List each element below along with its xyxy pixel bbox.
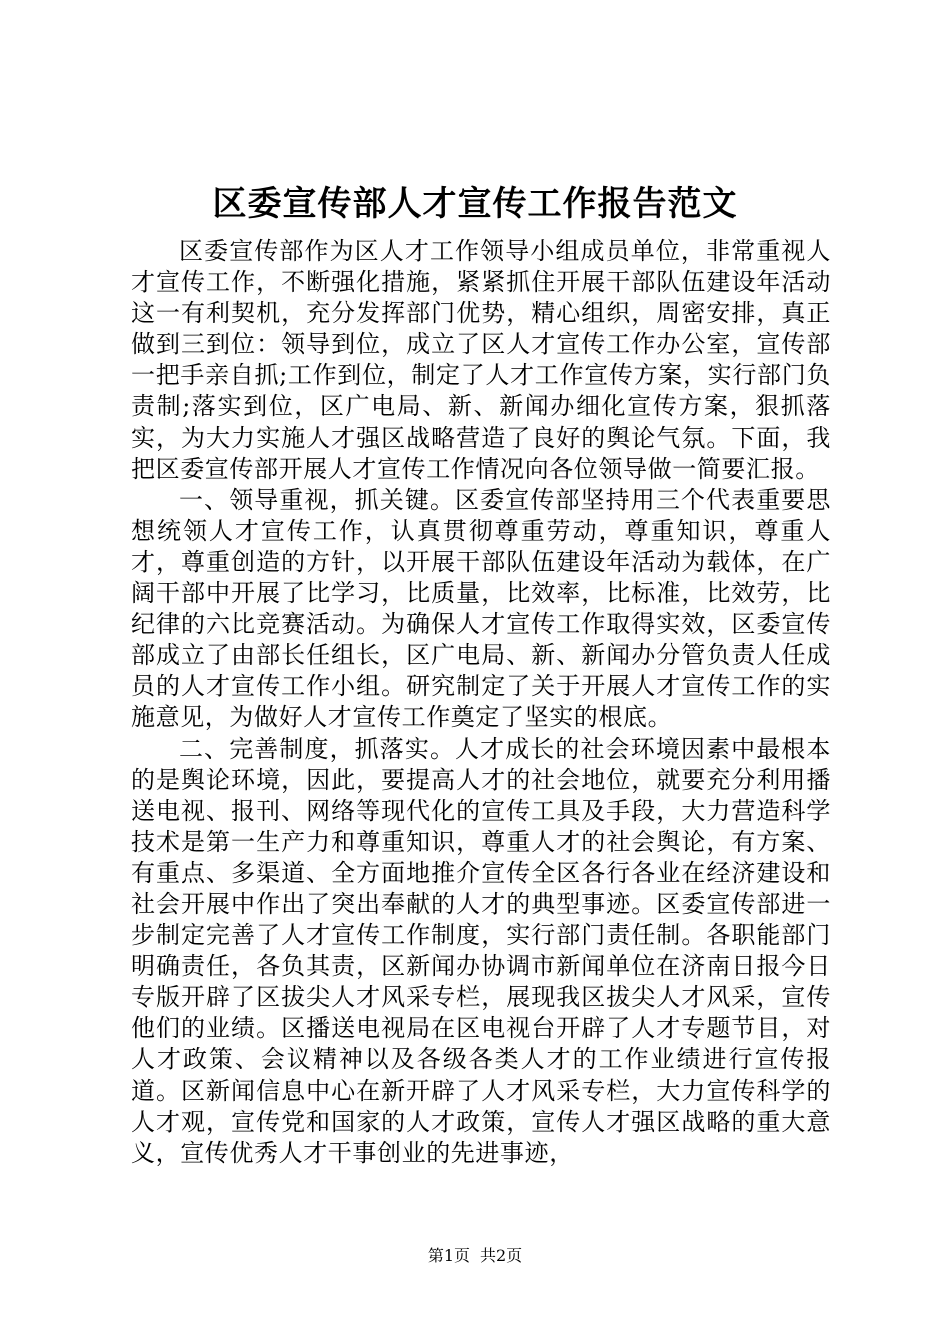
page-footer — [0, 1245, 950, 1267]
page-total: 共2页 — [480, 1246, 523, 1265]
paragraph-section-one: 一、领导重视，抓关键。区委宣传部坚持用三个代表重要思想统领人才宣传工作，认真贯彻尊重劳动，尊重知识，尊重人才，尊重创造的方针，以开展干部队伍建设年活动为载体，在广阔干部中开展了比学习，比质量，比效率，比标准，比效劳，比纪律的六比竞赛活动。为确保人才宣传工作取得实效，区委宣传部成立了由部长任组长，区广电局、新、新闻办分管负责人任成员的人才宣传工作小组。研究制定了关于开展人才宣传工作的实施意见，为做好人才宣传工作奠定了坚实的根底。 — [131, 485, 831, 732]
paragraph-intro: 区委宣传部作为区人才工作领导小组成员单位，非常重视人才宣传工作，不断强化措施，紧紧抓住开展干部队伍建设年活动这一有利契机，充分发挥部门优势，精心组织，周密安排，真正做到三到位：领导到位，成立了区人才宣传工作办公室，宣传部一把手亲自抓;工作到位，制定了人才工作宣传方案，实行部门负责制;落实到位，区广电局、新、新闻办细化宣传方案，狠抓落实，为大力实施人才强区战略营造了良好的舆论气氛。下面，我把区委宣传部开展人才宣传工作情况向各位领导做一简要汇报。 — [131, 237, 831, 483]
paragraph-section-two: 二、完善制度，抓落实。人才成长的社会环境因素中最根本的是舆论环境，因此，要提高人才的社会地位，就要充分利用播送电视、报刊、网络等现代化的宣传工具及手段，大力营造科学技术是第一生产力和尊重知识，尊重人才的社会舆论，有方案、有重点、多渠道、全方面地推介宣传全区各行各业在经济建设和社会开展中作出了突出奉献的人才的典型事迹。区委宣传部进一步制定完善了人才宣传工作制度，实行部门责任制。各职能部门明确责任，各负其责，区新闻办协调市新闻单位在济南日报今日专版开辟了区拔尖人才风采专栏，展现我区拔尖人才风采，宣传他们的业绩。区播送电视局在区电视台开辟了人才专题节目，对人才政策、会议精神以及各级各类人才的工作业绩进行宣传报道。区新闻信息中心在新开辟了人才风采专栏，大力宣传科学的人才观，宣传党和国家的人才政策，宣传人才强区战略的重大意义，宣传优秀人才干事创业的先进事迹， — [131, 734, 831, 1167]
page-number: 第1页 — [427, 1246, 470, 1265]
document-body — [131, 236, 831, 1169]
document-title: 区委宣传部人才宣传工作报告范文 — [212, 184, 738, 224]
